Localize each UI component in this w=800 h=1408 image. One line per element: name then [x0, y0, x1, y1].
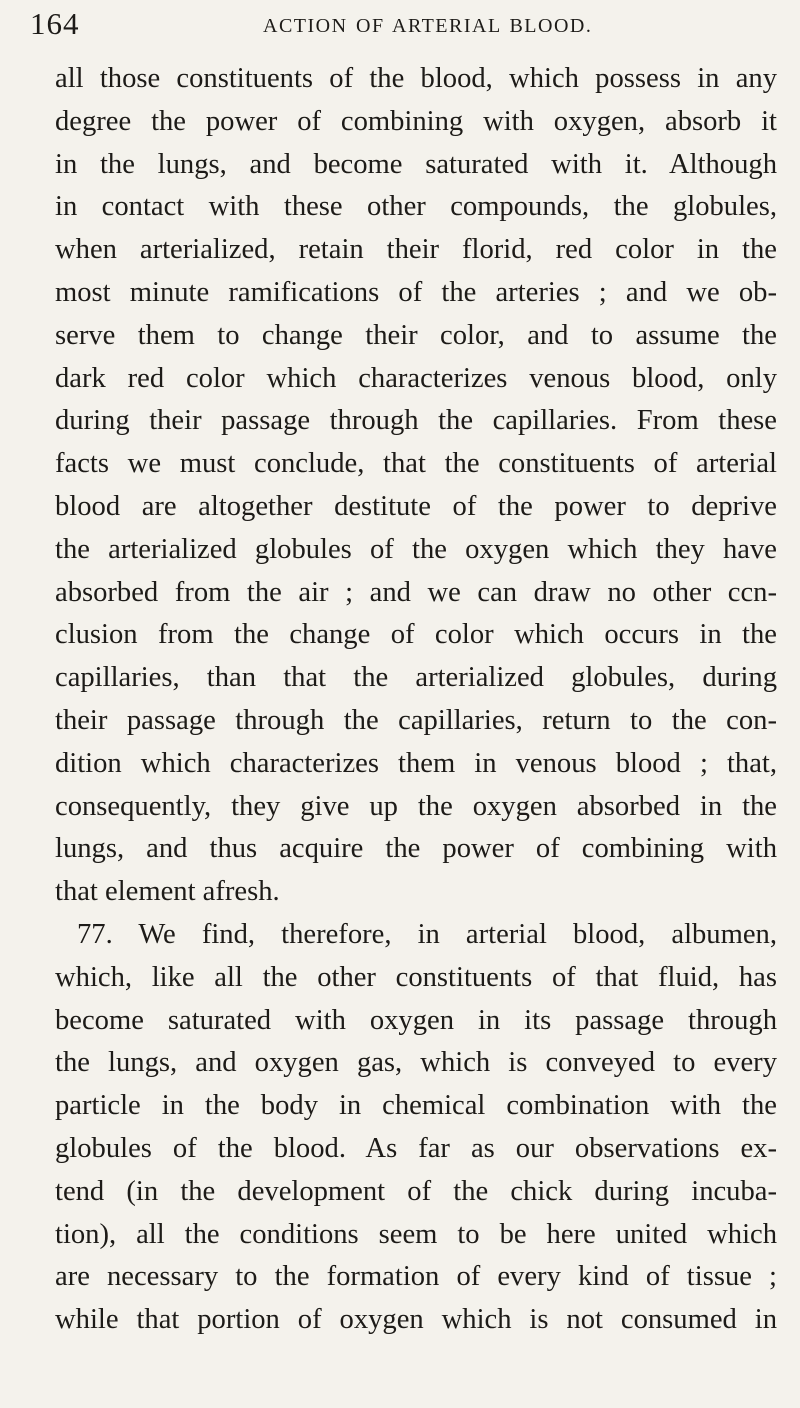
- paragraph-end-line: that element afresh.: [55, 876, 280, 908]
- text-line: in contact with these other compounds, the globules,: [55, 191, 777, 223]
- text-line: dition which characterizes them in venous blood ; that,: [55, 747, 777, 779]
- body-text: [55, 58, 777, 1342]
- text-line: globules of the blood. As far as our observations ex-: [55, 1132, 777, 1164]
- text-line: consequently, they give up the oxygen absorbed in the: [55, 790, 777, 822]
- text-line: lungs, and thus acquire the power of combining with: [55, 833, 777, 865]
- text-line: are necessary to the formation of every kind of tissue ;: [55, 1261, 777, 1293]
- text-line: in the lungs, and become saturated with it. Although: [55, 148, 777, 180]
- text-line: clusion from the change of color which occurs in the: [55, 619, 777, 651]
- text-line: particle in the body in chemical combination with the: [55, 1090, 777, 1122]
- text-line: the lungs, and oxygen gas, which is conveyed to every: [55, 1047, 777, 1079]
- text-line: absorbed from the air ; and we can draw no other ccn-: [55, 576, 777, 608]
- text-line: serve them to change their color, and to assume the: [55, 319, 777, 351]
- running-head: [0, 4, 800, 44]
- text-line: their passage through the capillaries, return to the con-: [55, 704, 777, 736]
- text-line: when arterialized, retain their florid, red color in the: [55, 234, 777, 266]
- text-line: all those constituents of the blood, which possess in any: [55, 63, 777, 94]
- page-number: 164: [30, 6, 80, 41]
- text-line: degree the power of combining with oxygen, absorb it: [55, 105, 777, 137]
- text-line: capillaries, than that the arterialized globules, during: [55, 662, 777, 694]
- text-line: blood are altogether destitute of the power to deprive: [55, 490, 777, 522]
- text-line: tion), all the conditions seem to be here united which: [55, 1218, 777, 1250]
- text-line: tend (in the development of the chick during incuba-: [55, 1175, 777, 1207]
- text-line: during their passage through the capillaries. From these: [55, 405, 777, 437]
- text-line: facts we must conclude, that the constituents of arterial: [55, 448, 777, 480]
- text-line: the arterialized globules of the oxygen which they have: [55, 533, 777, 565]
- paragraph-start-line: 77. We find, therefore, in arterial blood, albumen,: [77, 918, 777, 950]
- text-line: most minute ramifications of the arteries ; and we ob-: [55, 276, 777, 308]
- text-line: which, like all the other constituents of that fluid, has: [55, 961, 777, 993]
- text-line: become saturated with oxygen in its passage through: [55, 1004, 777, 1036]
- text-line: dark red color which characterizes venous blood, only: [55, 362, 777, 394]
- running-title: ACTION OF ARTERIAL BLOOD.: [263, 15, 593, 37]
- text-line: while that portion of oxygen which is not consumed in: [55, 1304, 777, 1336]
